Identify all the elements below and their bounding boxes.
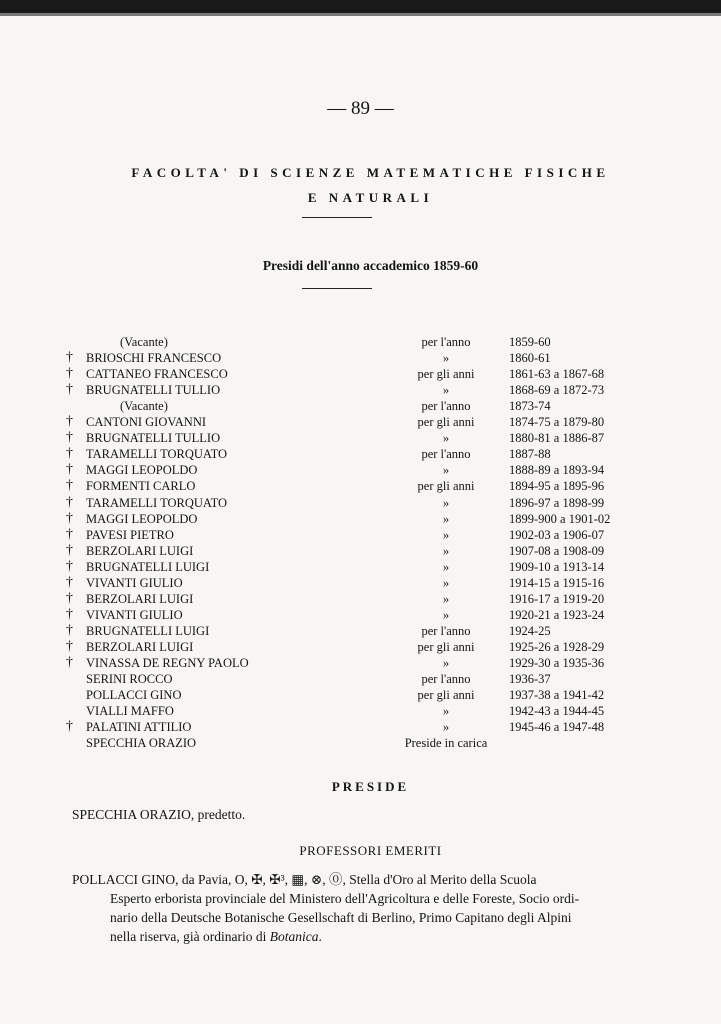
years-range: 1907-08 a 1908-09 [509,543,605,558]
preside-title: PRESIDE [331,779,410,794]
deceased-cross-icon: † [66,574,73,590]
term-label: » [442,704,450,719]
preside-name: BERZOLARI LUIGI [86,591,194,606]
preside-name: VIVANTI GIULIO [86,607,183,622]
term-label: » [442,607,450,622]
preside-name: VIALLI MAFFO [86,704,174,719]
term-label: » [442,559,450,574]
deceased-cross-icon: † [66,558,73,574]
deceased-cross-icon: † [66,542,73,558]
deceased-cross-icon: † [66,414,73,430]
term-label: per l'anno [421,447,471,462]
presidi-row [0,591,721,607]
presidi-row [0,575,721,591]
years-range: 1902-03 a 1906-07 [509,527,605,542]
preside-name: POLLACCI GINO [86,688,182,703]
presidi-row [0,671,721,687]
deceased-cross-icon: † [66,382,73,398]
divider-rule [302,288,372,289]
years-range: 1859-60 [509,335,551,349]
presidi-row [0,527,721,543]
deceased-cross-icon: † [66,430,73,446]
term-label: » [442,527,450,542]
biography-line: nario della Deutsche Botanische Gesellschaft di Berlino, Primo Capitano degli Alpini [110,910,572,925]
term-label: per gli anni [417,688,475,703]
years-range: 1887-88 [509,447,551,462]
faculty-heading-line1: FACOLTA' DI SCIENZE MATEMATICHE FISICHE [131,165,610,180]
preside-name: BRUGNATELLI LUIGI [86,623,210,638]
emeritus-biography [72,870,632,946]
presidi-row [0,639,721,655]
presidi-row [0,366,721,382]
preside-name: BRIOSCHI FRANCESCO [86,351,222,366]
years-range: 1929-30 a 1935-36 [509,656,605,670]
years-range: 1896-97 a 1898-99 [509,495,605,510]
years-range: 1936-37 [509,672,551,687]
faculty-heading [0,160,721,210]
deceased-cross-icon: † [66,622,73,638]
presidi-row [0,446,721,462]
years-range: 1888-89 a 1893-94 [509,463,605,478]
divider-rule [302,217,372,218]
years-range: 1914-15 a 1915-16 [509,575,605,590]
term-label: » [442,383,450,398]
presidi-row [0,655,721,671]
biography-line: POLLACCI GINO, da Pavia, O, ✠, ✠³, ▦, ⊗, ⓪, Stella d'Oro al Merito della Scuola [72,872,537,887]
years-range: 1942-43 a 1944-45 [509,704,605,719]
deceased-cross-icon: † [66,719,73,735]
deceased-cross-icon: † [66,462,73,478]
term-label: Preside in carica [404,736,488,751]
presidi-row [0,703,721,719]
presidi-row [0,719,721,735]
years-range: 1916-17 a 1919-20 [509,591,605,606]
presidi-row [0,511,721,527]
presidi-row [0,607,721,623]
deceased-cross-icon: † [66,478,73,494]
preside-name: (Vacante) [120,335,168,349]
term-label: per l'anno [421,672,471,687]
term-label: » [442,656,450,670]
biography-line: nella riserva, già ordinario di Botanica. [110,929,322,944]
presidi-row [0,414,721,430]
years-range: 1894-95 a 1895-96 [509,479,605,494]
deceased-cross-icon: † [66,446,73,462]
preside-name: BERZOLARI LUIGI [86,639,194,654]
presidi-row [0,559,721,575]
presidi-row [0,382,721,398]
presidi-row [0,462,721,478]
preside-name: BRUGNATELLI TULLIO [86,383,221,398]
deceased-cross-icon: † [66,638,73,654]
years-range: 1924-25 [509,623,551,638]
presidi-row [0,687,721,703]
deceased-cross-icon: † [66,510,73,526]
presidi-subtitle: Presidi dell'anno accademico 1859-60 [262,258,479,273]
presidi-row [0,478,721,494]
term-label: » [442,351,450,366]
preside-name: VINASSA DE REGNY PAOLO [86,656,249,670]
biography-line: Esperto erborista provinciale del Ministero dell'Agricoltura e delle Foreste, Socio ordi- [110,891,580,906]
years-range: 1920-21 a 1923-24 [509,607,605,622]
term-label: » [442,575,450,590]
term-label: » [442,431,450,446]
term-label: per gli anni [417,367,475,382]
deceased-cross-icon: † [66,655,73,670]
preside-name: TARAMELLI TORQUATO [86,447,228,462]
deceased-cross-icon: † [66,606,73,622]
preside-name: PALATINI ATTILIO [86,720,192,735]
preside-name: SPECCHIA ORAZIO [86,736,197,751]
faculty-heading-line2: E NATURALI [307,190,434,205]
preside-name: CANTONI GIOVANNI [86,415,207,430]
term-label: » [442,591,450,606]
term-label: » [442,543,450,558]
presidi-row [0,623,721,639]
deceased-cross-icon: † [66,366,73,382]
presidi-row [0,334,721,350]
term-label: per l'anno [421,623,471,638]
preside-name: MAGGI LEOPOLDO [86,463,198,478]
preside-name: CATTANEO FRANCESCO [86,367,228,382]
deceased-cross-icon: † [66,526,73,542]
preside-name: PAVESI PIETRO [86,527,174,542]
presidi-row [0,398,721,414]
term-label: per gli anni [417,639,475,654]
term-label: » [442,511,450,526]
preside-name: VIVANTI GIULIO [86,575,183,590]
term-label: per gli anni [417,479,475,494]
term-label: » [442,463,450,478]
years-range: 1945-46 a 1947-48 [509,720,605,735]
years-range: 1860-61 [509,351,551,366]
deceased-cross-icon: † [66,350,73,366]
years-range: 1874-75 a 1879-80 [509,415,605,430]
term-label: » [442,495,450,510]
years-range: 1937-38 a 1941-42 [509,688,605,703]
years-range: 1899-900 a 1901-02 [509,511,611,526]
years-range: 1873-74 [509,399,551,414]
preside-name: SERINI ROCCO [86,672,173,687]
preside-name: FORMENTI CARLO [86,479,196,494]
presidi-row [0,350,721,366]
term-label: per l'anno [421,335,471,349]
presidi-row [0,735,721,751]
emeriti-title: PROFESSORI EMERITI [299,843,442,858]
scan-top-edge [0,0,721,16]
preside-name: MAGGI LEOPOLDO [86,511,198,526]
deceased-cross-icon: † [66,494,73,510]
years-range: 1925-26 a 1928-29 [509,639,605,654]
deceased-cross-icon: † [66,590,73,606]
presidi-row [0,543,721,559]
preside-name: BRUGNATELLI LUIGI [86,559,210,574]
years-range: 1909-10 a 1913-14 [509,559,605,574]
preside-name: BRUGNATELLI TULLIO [86,431,221,446]
presidi-row [0,495,721,511]
preside-name: (Vacante) [120,399,168,414]
presidi-row [0,430,721,446]
term-label: » [442,720,450,735]
page-number: — 89 — [327,98,394,119]
years-range: 1868-69 a 1872-73 [509,383,605,398]
preside-text: SPECCHIA ORAZIO, predetto. [72,807,246,822]
years-range: 1880-81 a 1886-87 [509,431,605,446]
preside-name: BERZOLARI LUIGI [86,543,194,558]
preside-name: TARAMELLI TORQUATO [86,495,228,510]
term-label: per gli anni [417,415,475,430]
years-range: 1861-63 a 1867-68 [509,367,605,382]
term-label: per l'anno [421,399,471,414]
